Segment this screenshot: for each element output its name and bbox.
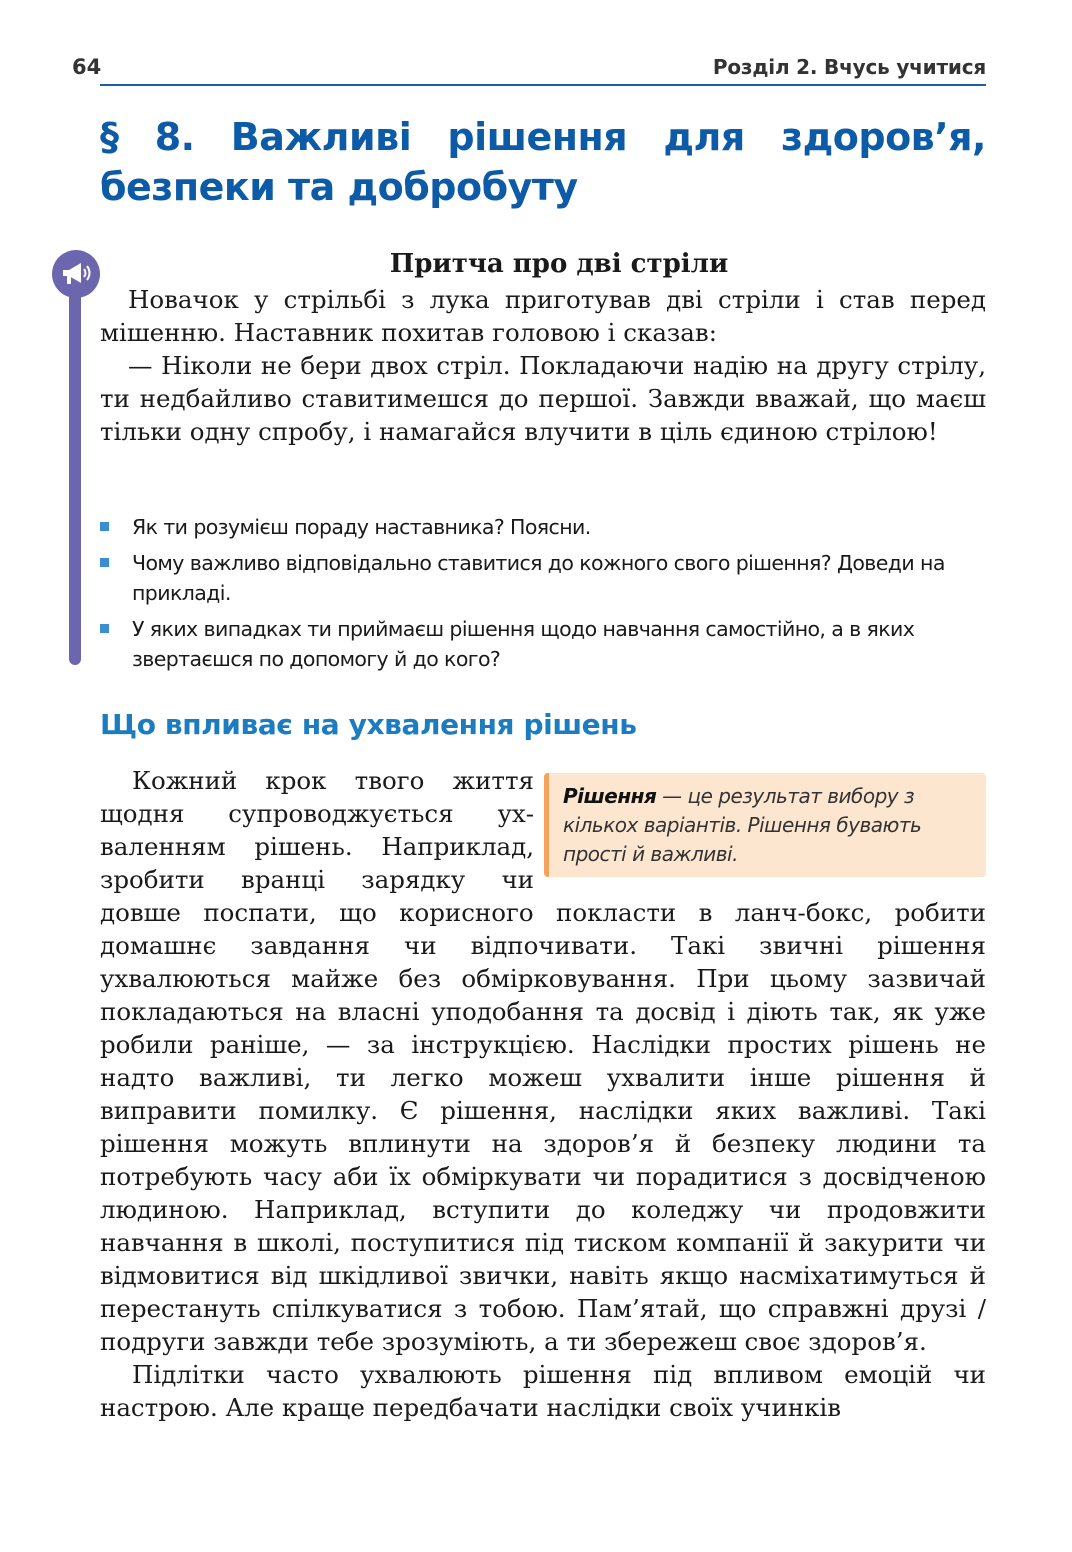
section-title: Розділ 2. Вчусь учитися [712,55,986,79]
question-item [100,548,986,608]
question-item [100,614,986,674]
parable-paragraph: — Ніколи не бери двох стріл. Покладаючи надію на другу стрілу, ти недбайливо ставитимешся до першої. Завжди вважай, що маєш тільки одну спробу, і намагайся влучити в ціль єдиною стрілою! [100,351,986,446]
definition-text: — це результат вибору з кількох варіантів. Рішення бувають прості й важливі. [563,784,922,866]
subheading: Що впливає на ухвалення рішень [100,708,637,741]
square-bullet-icon [100,624,109,633]
chapter-title: § 8. Важливі рішення для здоров’я, безпеки та добробуту [100,115,986,209]
body-paragraph: Кожний крок твого життя щодня супроводжується ухваленням рішень. Наприклад, зробити вранці зарядку чи довше поспати, що корисного покласти в ланч-бокс, робити домашнє завдання чи відпочивати. Такі звичні рішення ухвалюються майже без обмірковування. При цьому зазвичай покладаються на власні уподобання та досвід і діють так, як уже робили раніше, — за інструкцією. Наслідки простих рішень не надто важливі, ти легко можеш ухвалити інше рішення й виправити помилку. Є рішення, наслідки яких важливі. Такі рішення можуть вплинути на здоров’я й безпеку людини та потребують часу аби їх обміркувати чи порадитися з досвідченою людиною. Наприклад, вступити до коледжу чи продовжити навчання в школі, поступитися під тиском компанії й закурити чи відмовитися від шкідливої звички, навіть якщо насміхатимуться й перестануть спілкуватися з тобою. Пам’ятай, що справжні друзі / подруги завжди тебе зрозуміють, а ти збережеш своє здоров’я. [100,766,986,1356]
question-item [100,512,986,542]
megaphone-icon [52,250,100,298]
page-header [72,55,986,85]
sidebar-bar [69,275,81,665]
square-bullet-icon [100,522,109,531]
question-list [100,512,986,680]
question-text: Чому важливо відповідально ставитися до кожного свого рішення? Доведи на прикладі. [132,551,945,605]
parable-title: Притча про дві стріли [389,249,729,279]
parable-text [100,283,986,448]
parable-paragraph: Новачок у стрільбі з лука приготував дві стріли і став перед мішенню. Наставник похитав головою і сказав: [100,285,986,347]
question-text: Як ти розумієш пораду наставника? Поясни. [132,515,591,539]
page-number: 64 [72,55,102,79]
square-bullet-icon [100,558,109,567]
header-rule [100,84,986,86]
body-paragraph: Підлітки часто ухвалюють рішення під впливом емоцій чи настрою. Але краще передбачати наслідки своїх учинків [100,1360,986,1422]
body-text [100,764,986,1424]
question-text: У яких випадках ти приймаєш рішення щодо навчання самостійно, а в яких звертаєшся по допомогу й до кого? [132,617,915,671]
definition-term: Рішення [563,784,657,808]
